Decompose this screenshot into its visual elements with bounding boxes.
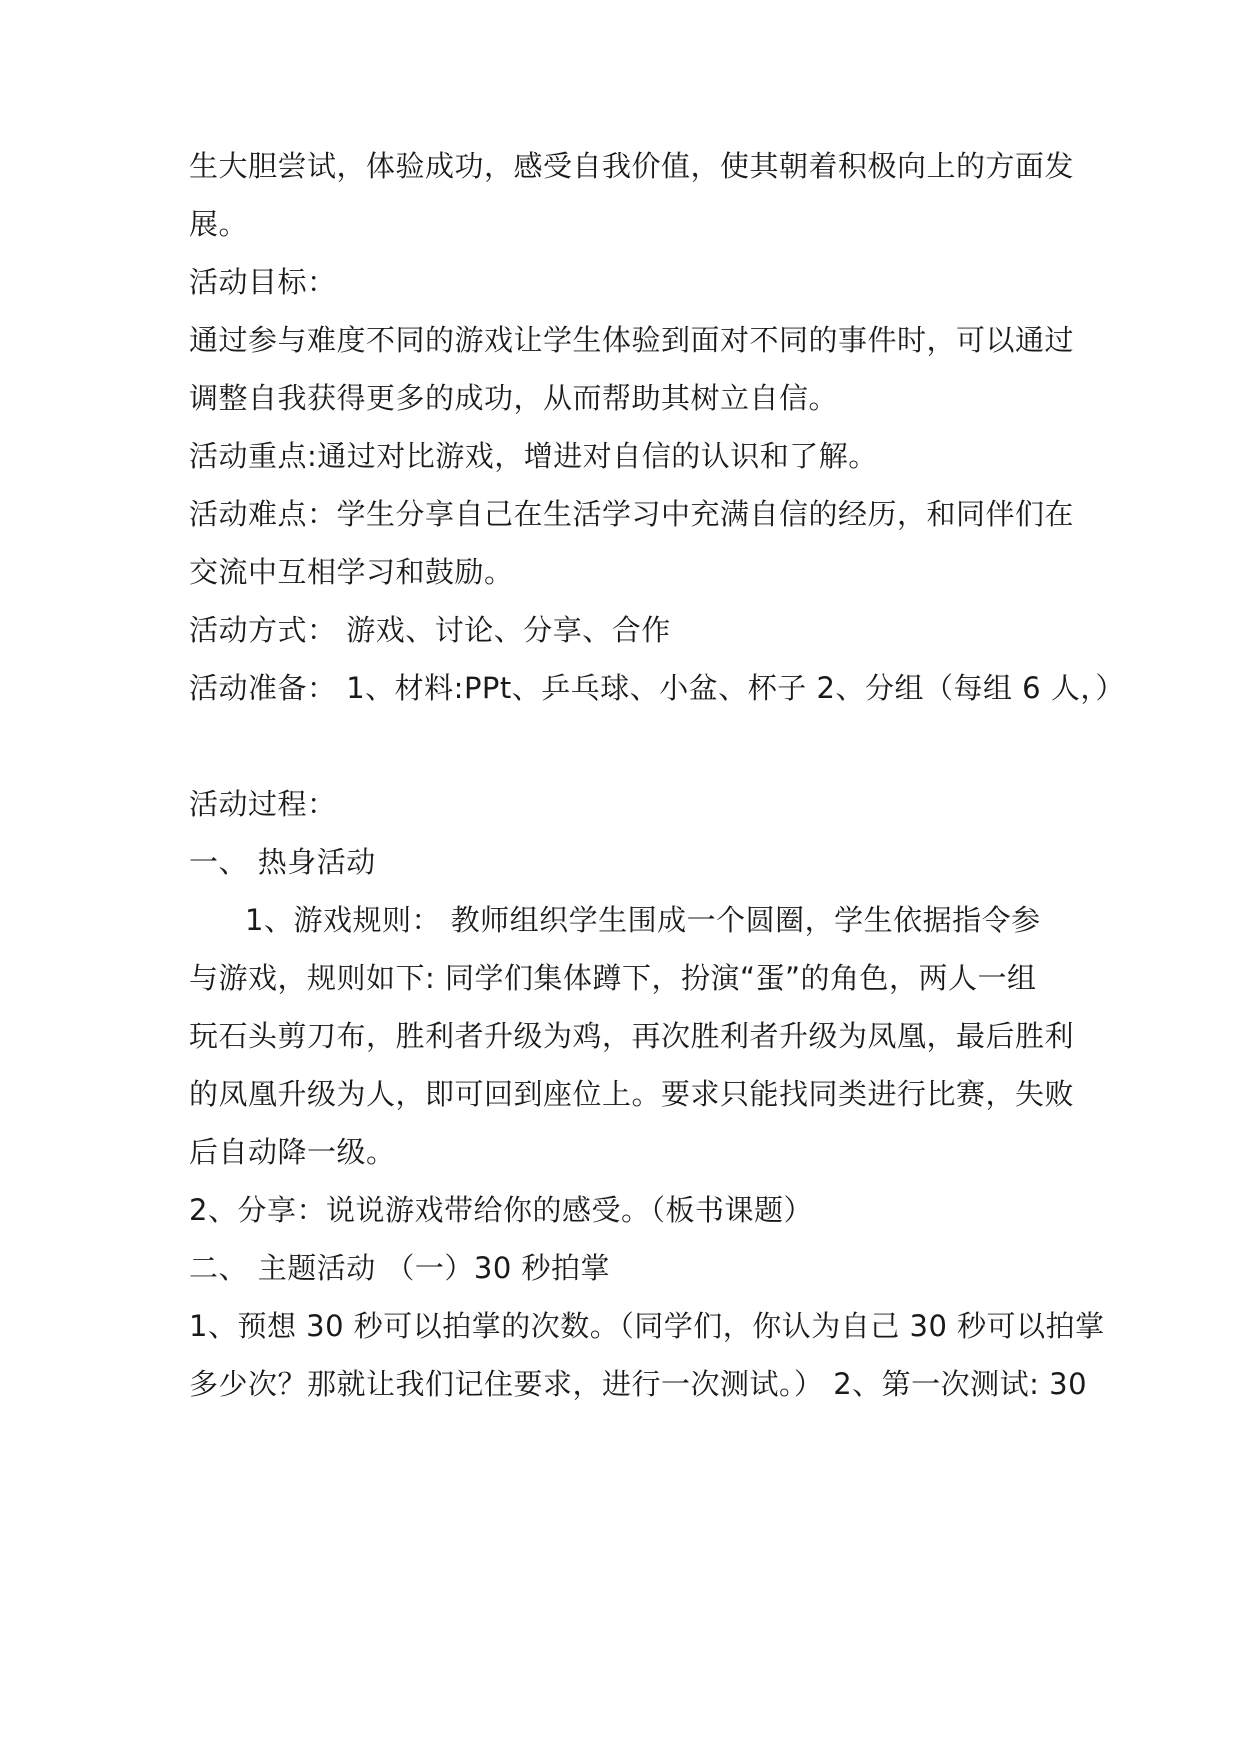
paragraph-line: 后自动降一级。 [189, 1135, 396, 1169]
section-heading-goal: 活动目标： [189, 265, 337, 299]
paragraph-line: 1、游戏规则： 教师组织学生围成一个圆圈，学生依据指令参 [245, 903, 1041, 937]
paragraph-line: 交流中互相学习和鼓励。 [189, 555, 514, 589]
section-heading-main: 二、 主题活动 （一）30 秒拍掌 [189, 1251, 611, 1285]
method-line: 活动方式： 游戏、讨论、分享、合作 [189, 613, 671, 647]
paragraph-line: 生大胆尝试，体验成功，感受自我价值，使其朝着积极向上的方面发 [189, 149, 1075, 183]
paragraph-line: 展。 [189, 207, 249, 241]
section-heading-process: 活动过程： [189, 787, 337, 821]
paragraph-line: 的凤凰升级为人，即可回到座位上。要求只能找同类进行比赛，失败 [189, 1077, 1075, 1111]
key-point-line: 活动重点:通过对比游戏，增进对自信的认识和了解。 [189, 439, 878, 473]
section-heading-warmup: 一、 热身活动 [189, 845, 376, 879]
paragraph-line: 与游戏，规则如下: 同学们集体蹲下，扮演“蛋”的角色，两人一组 [189, 961, 1037, 995]
paragraph-line: 调整自我获得更多的成功，从而帮助其树立自信。 [189, 381, 839, 415]
preparation-line: 活动准备： 1、材料:PPt、乒乓球、小盆、杯子 2、分组（每组 6 人，） [189, 671, 1125, 705]
paragraph-line: 多少次？那就让我们记住要求，进行一次测试。） 2、第一次测试: 30 [189, 1367, 1088, 1401]
paragraph-line: 2、分享：说说游戏带给你的感受。（板书课题） [189, 1193, 813, 1227]
paragraph-line: 玩石头剪刀布，胜利者升级为鸡，再次胜利者升级为凤凰，最后胜利 [189, 1019, 1075, 1053]
paragraph-line: 1、预想 30 秒可以拍掌的次数。（同学们，你认为自己 30 秒可以拍掌 [189, 1309, 1105, 1343]
paragraph-line: 通过参与难度不同的游戏让学生体验到面对不同的事件时，可以通过 [189, 323, 1075, 357]
difficulty-line: 活动难点：学生分享自己在生活学习中充满自信的经历，和同伴们在 [189, 497, 1075, 531]
